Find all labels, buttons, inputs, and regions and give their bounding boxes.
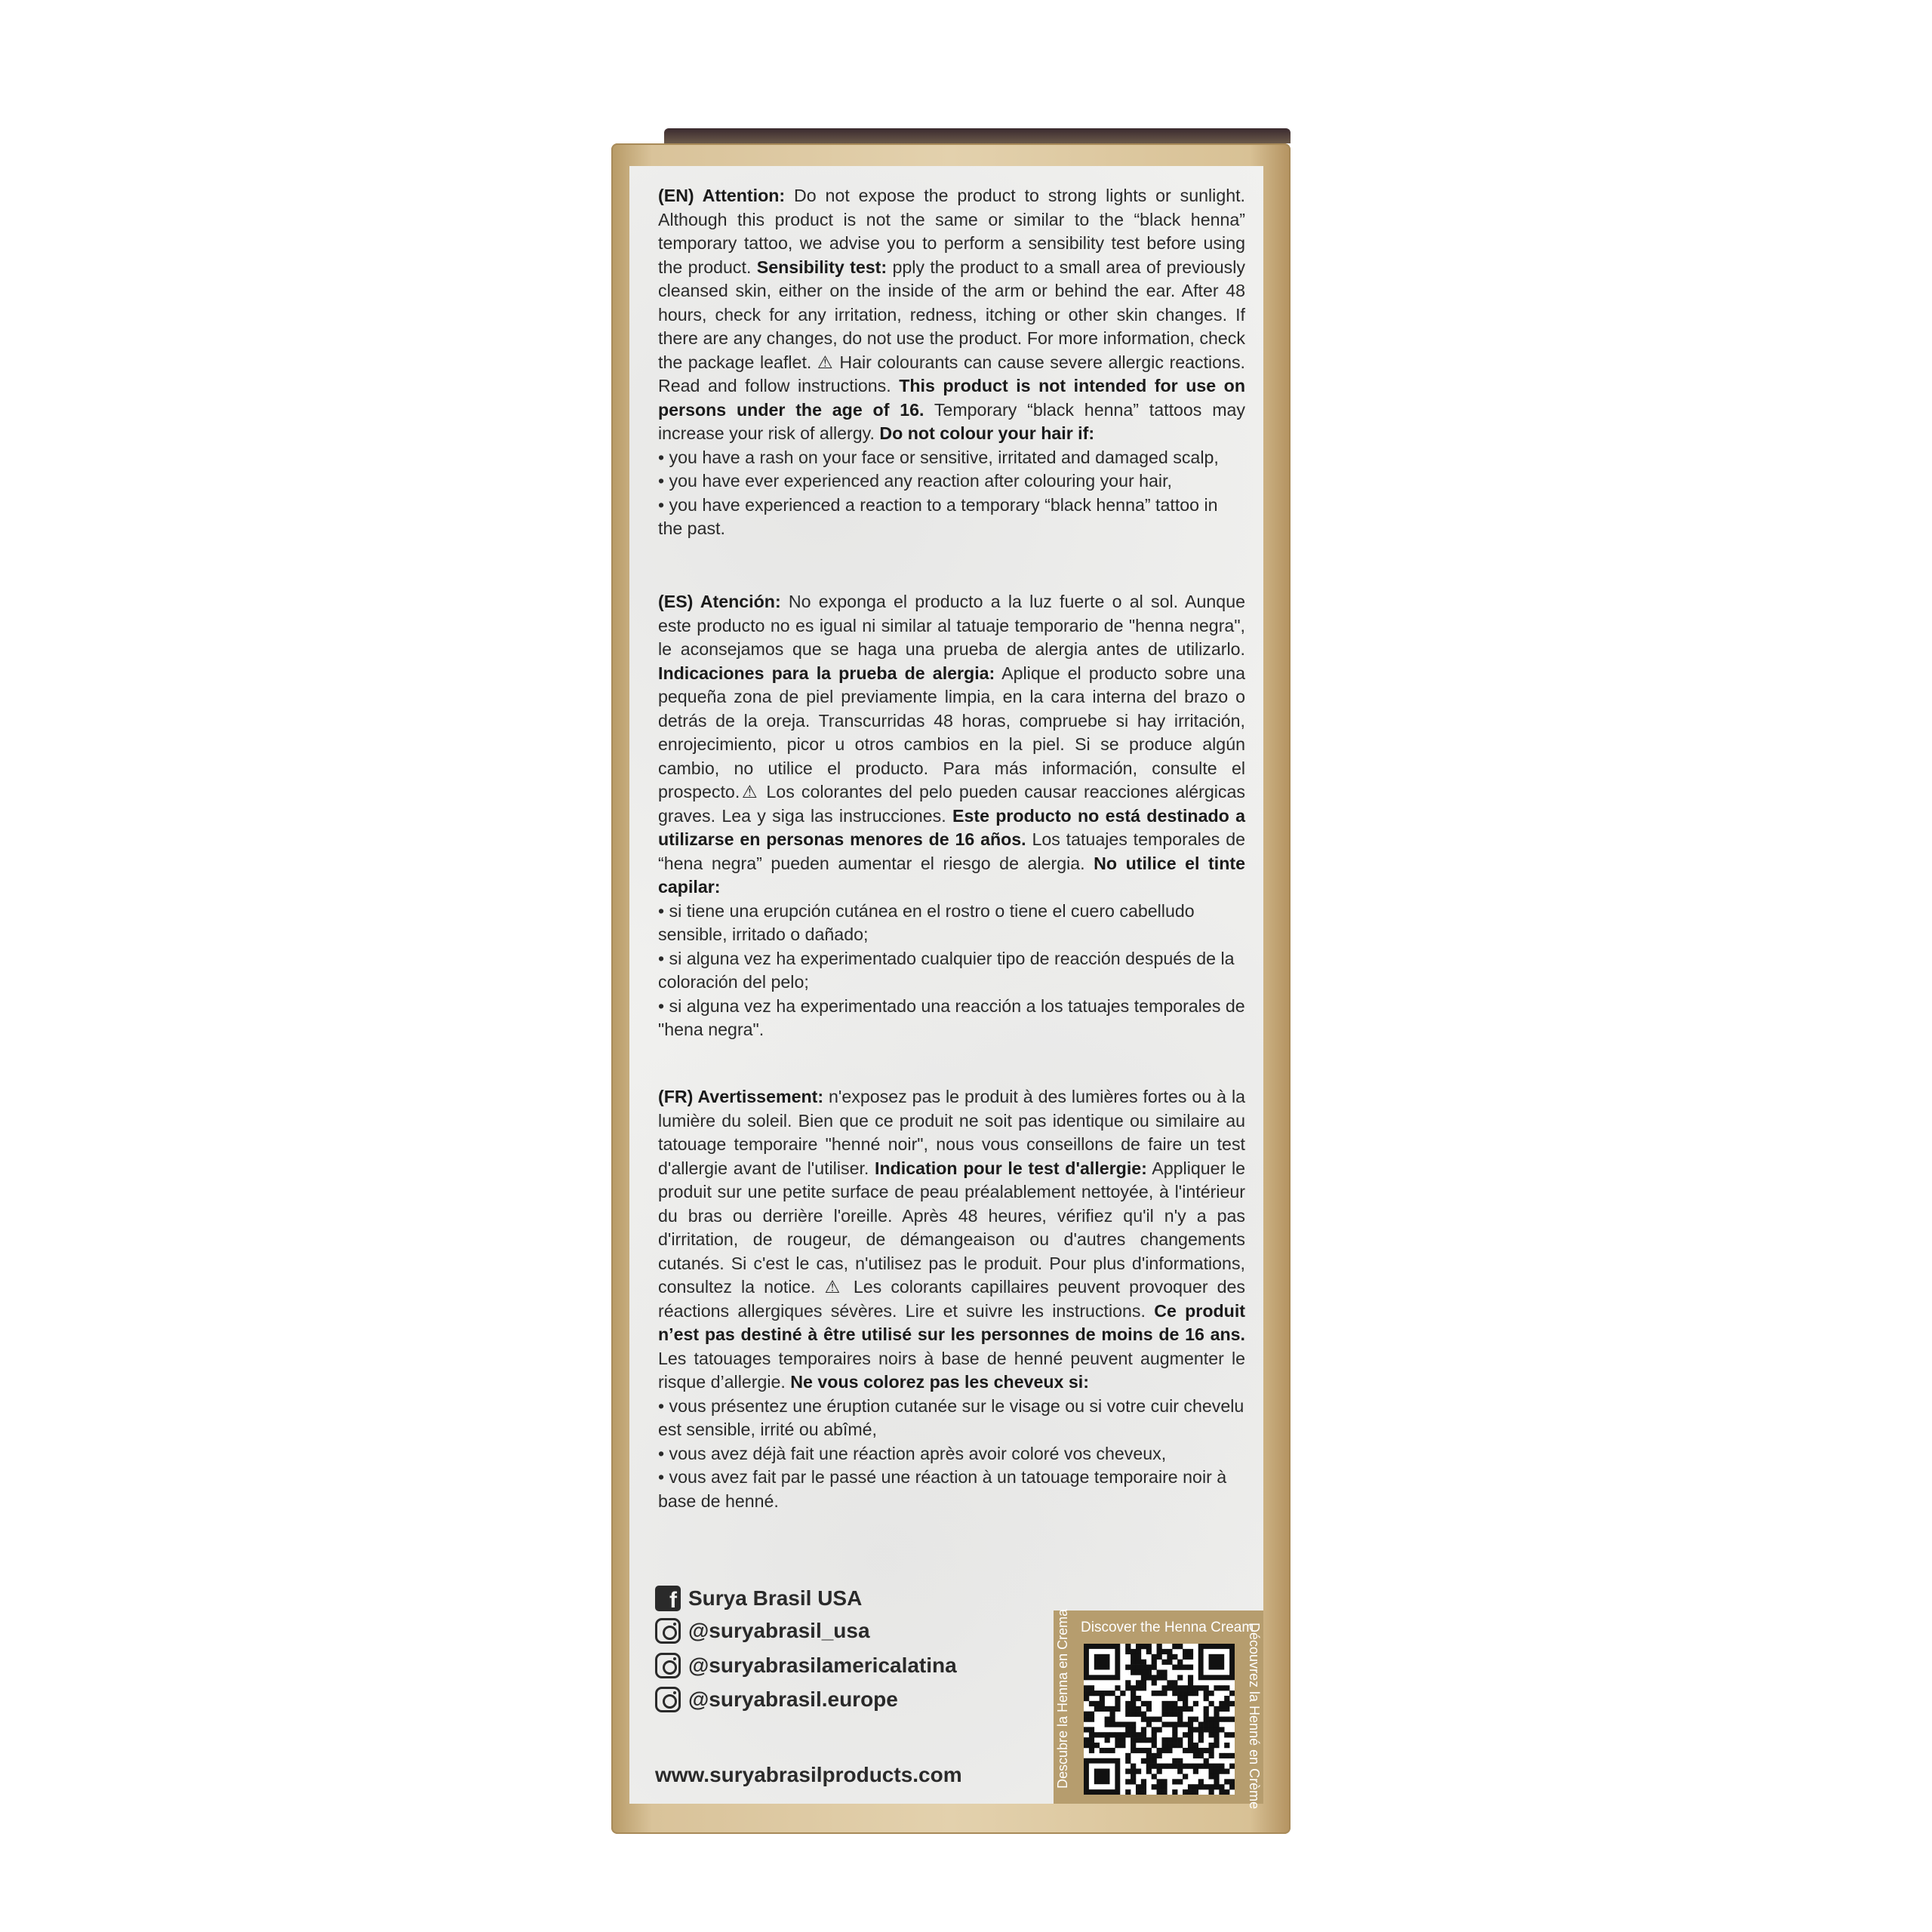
instagram-icon	[655, 1687, 681, 1712]
es-bullet: • si alguna vez ha experimentado una reacción a los tatuajes temporales de "hena negra".	[658, 995, 1245, 1039]
fr-bullet: • vous avez fait par le passé une réaction à un tatouage temporaire noir à base de henné.	[658, 1467, 1227, 1511]
fr-text-1: n'exposez pas le produit à des lumières fortes ou à la lumière du soleil. Bien que ce produit ne soit pas identique ou similaire au tatouage temporaire "henné noir", nous vous conseillons de faire un test d'allergie avant de l'utiliser.	[658, 1087, 1246, 1178]
en-test-label: Sensibility test:	[756, 257, 888, 277]
en-text-1: Do not expose the product to strong lights or sunlight. Although this product is not the same or similar to the “black henna” temporary tattoo, we advise you to perform a sensibility test before using the product.	[658, 186, 1245, 277]
fr-test-label: Indication pour le test d'allergie:	[875, 1158, 1147, 1178]
fr-bullet: • vous avez déjà fait une réaction après avoir coloré vos cheveux,	[658, 1443, 1167, 1463]
es-text-3: Los tatuajes temporales de “hena negra” pueden aumentar el riesgo de alergia.	[658, 829, 1245, 873]
en-lead-label: (EN) Attention:	[658, 186, 786, 205]
en-text-3: Temporary “black henna” tattoos may increase your risk of allergy.	[658, 399, 1245, 443]
es-lead-label: (ES) Atención:	[658, 592, 781, 611]
qr-finder-pattern	[1198, 1644, 1235, 1680]
es-bullet: • si alguna vez ha experimentado cualquier tipo de reacción después de la coloración del pelo;	[658, 948, 1235, 992]
en-bullet: • you have experienced a reaction to a temporary “black henna” tattoo in the past.	[658, 494, 1218, 538]
instagram-label: @suryabrasilamericalatina	[688, 1654, 957, 1677]
fr-lead-label: (FR) Avertissement:	[658, 1087, 824, 1106]
en-age-warning: This product is not intended for use on persons under the age of 16.	[658, 376, 1245, 420]
qr-finder-pattern	[1084, 1758, 1120, 1795]
es-do-not-label: No utilice el tinte capilar:	[658, 853, 1245, 897]
instagram-icon	[655, 1618, 681, 1644]
en-bullet: • you have ever experienced any reaction after colouring your hair,	[658, 471, 1172, 491]
instagram-icon	[655, 1653, 681, 1678]
facebook-icon: f	[655, 1586, 681, 1611]
qr-finder-pattern	[1084, 1644, 1120, 1680]
warning-fr	[658, 1085, 1245, 1513]
qr-top-label: Discover the Henna Cream	[1081, 1620, 1254, 1635]
qr-code[interactable]	[1084, 1644, 1235, 1795]
es-text-2: Aplique el producto sobre una pequeña zona de piel previamente limpia, en la cara interna del brazo o detrás de la oreja. Transcurridas 48 horas, compruebe si hay irritación, enrojecimiento, picor u otros cambios en la piel. Si se produce algún cambio, no utilice el producto. Para más información, consulte el prospecto.⚠ Los colorantes del pelo pueden causar reacciones alérgicas graves. Lea y siga las instrucciones.	[658, 663, 1245, 826]
fr-text-2: Appliquer le produit sur une petite surface de peau préalablement nettoyée, à l'intérieur du bras ou derrière l'oreille. Après 48 heures, vérifiez qu'il n'y a pas d'irritation, de rougeur, de démangeaison ou d'autres changements cutanés. Si c'est le cas, n'utilisez pas le produit. Pour plus d'informations, consultez la notice. ⚠ Les colorants capillaires peuvent provoquer des réactions allergiques sévères. Lire et suivre les instructions.	[658, 1158, 1245, 1321]
fr-age-warning: Ce produit n’est pas destiné à être utilisé sur les personnes de moins de 16 ans.	[658, 1300, 1245, 1344]
es-test-label: Indicaciones para la prueba de alergia:	[658, 663, 995, 683]
es-age-warning: Este producto no está destinado a utilizarse en personas menores de 16 años.	[658, 805, 1245, 849]
qr-left-label: Descubre la Henna en Crema	[1055, 1608, 1070, 1789]
es-text-1: No exponga el producto a la luz fuerte o al sol. Aunque este producto no es igual ni similar al tatuaje temporario de "henna negra", le aconsejamos que se haga una prueba de alergia antes de utilizarlo.	[658, 592, 1245, 659]
fr-text-3: Les tatouages temporaires noirs à base de henné peuvent augmenter le risque d’allergie.	[658, 1348, 1245, 1392]
en-text-2: pply the product to a small area of previously cleansed skin, either on the inside of the arm or behind the ear. After 48 hours, check for any irritation, redness, itching or other skin changes. If there are any changes, do not use the product. For more information, check the package leaflet. ⚠ Hair colourants can cause severe allergic reactions. Read and follow instructions.	[658, 257, 1246, 395]
qr-right-label: Découvrez la Henné en Crème	[1247, 1623, 1262, 1810]
warning-en	[658, 184, 1245, 541]
qr-code-pattern	[1084, 1644, 1235, 1795]
box-top-edge	[664, 128, 1291, 143]
website-link[interactable]: www.suryabrasilproducts.com	[655, 1763, 962, 1786]
es-bullet: • si tiene una erupción cutánea en el rostro o tiene el cuero cabelludo sensible, irritado o dañado;	[658, 900, 1195, 944]
en-do-not-label: Do not colour your hair if:	[879, 423, 1095, 443]
social-facebook[interactable]	[655, 1583, 1183, 1614]
en-bullet: • you have a rash on your face or sensitive, irritated and damaged scalp,	[658, 447, 1219, 467]
fr-bullet: • vous présentez une éruption cutanée sur le visage ou si votre cuir chevelu est sensible, irrité ou abîmé,	[658, 1395, 1244, 1439]
facebook-label: Surya Brasil USA	[688, 1586, 863, 1610]
warning-es	[658, 590, 1245, 1042]
instagram-label: @suryabrasil.europe	[688, 1687, 898, 1711]
instagram-label: @suryabrasil_usa	[688, 1619, 870, 1642]
fr-do-not-label: Ne vous colorez pas les cheveux si:	[790, 1372, 1089, 1392]
